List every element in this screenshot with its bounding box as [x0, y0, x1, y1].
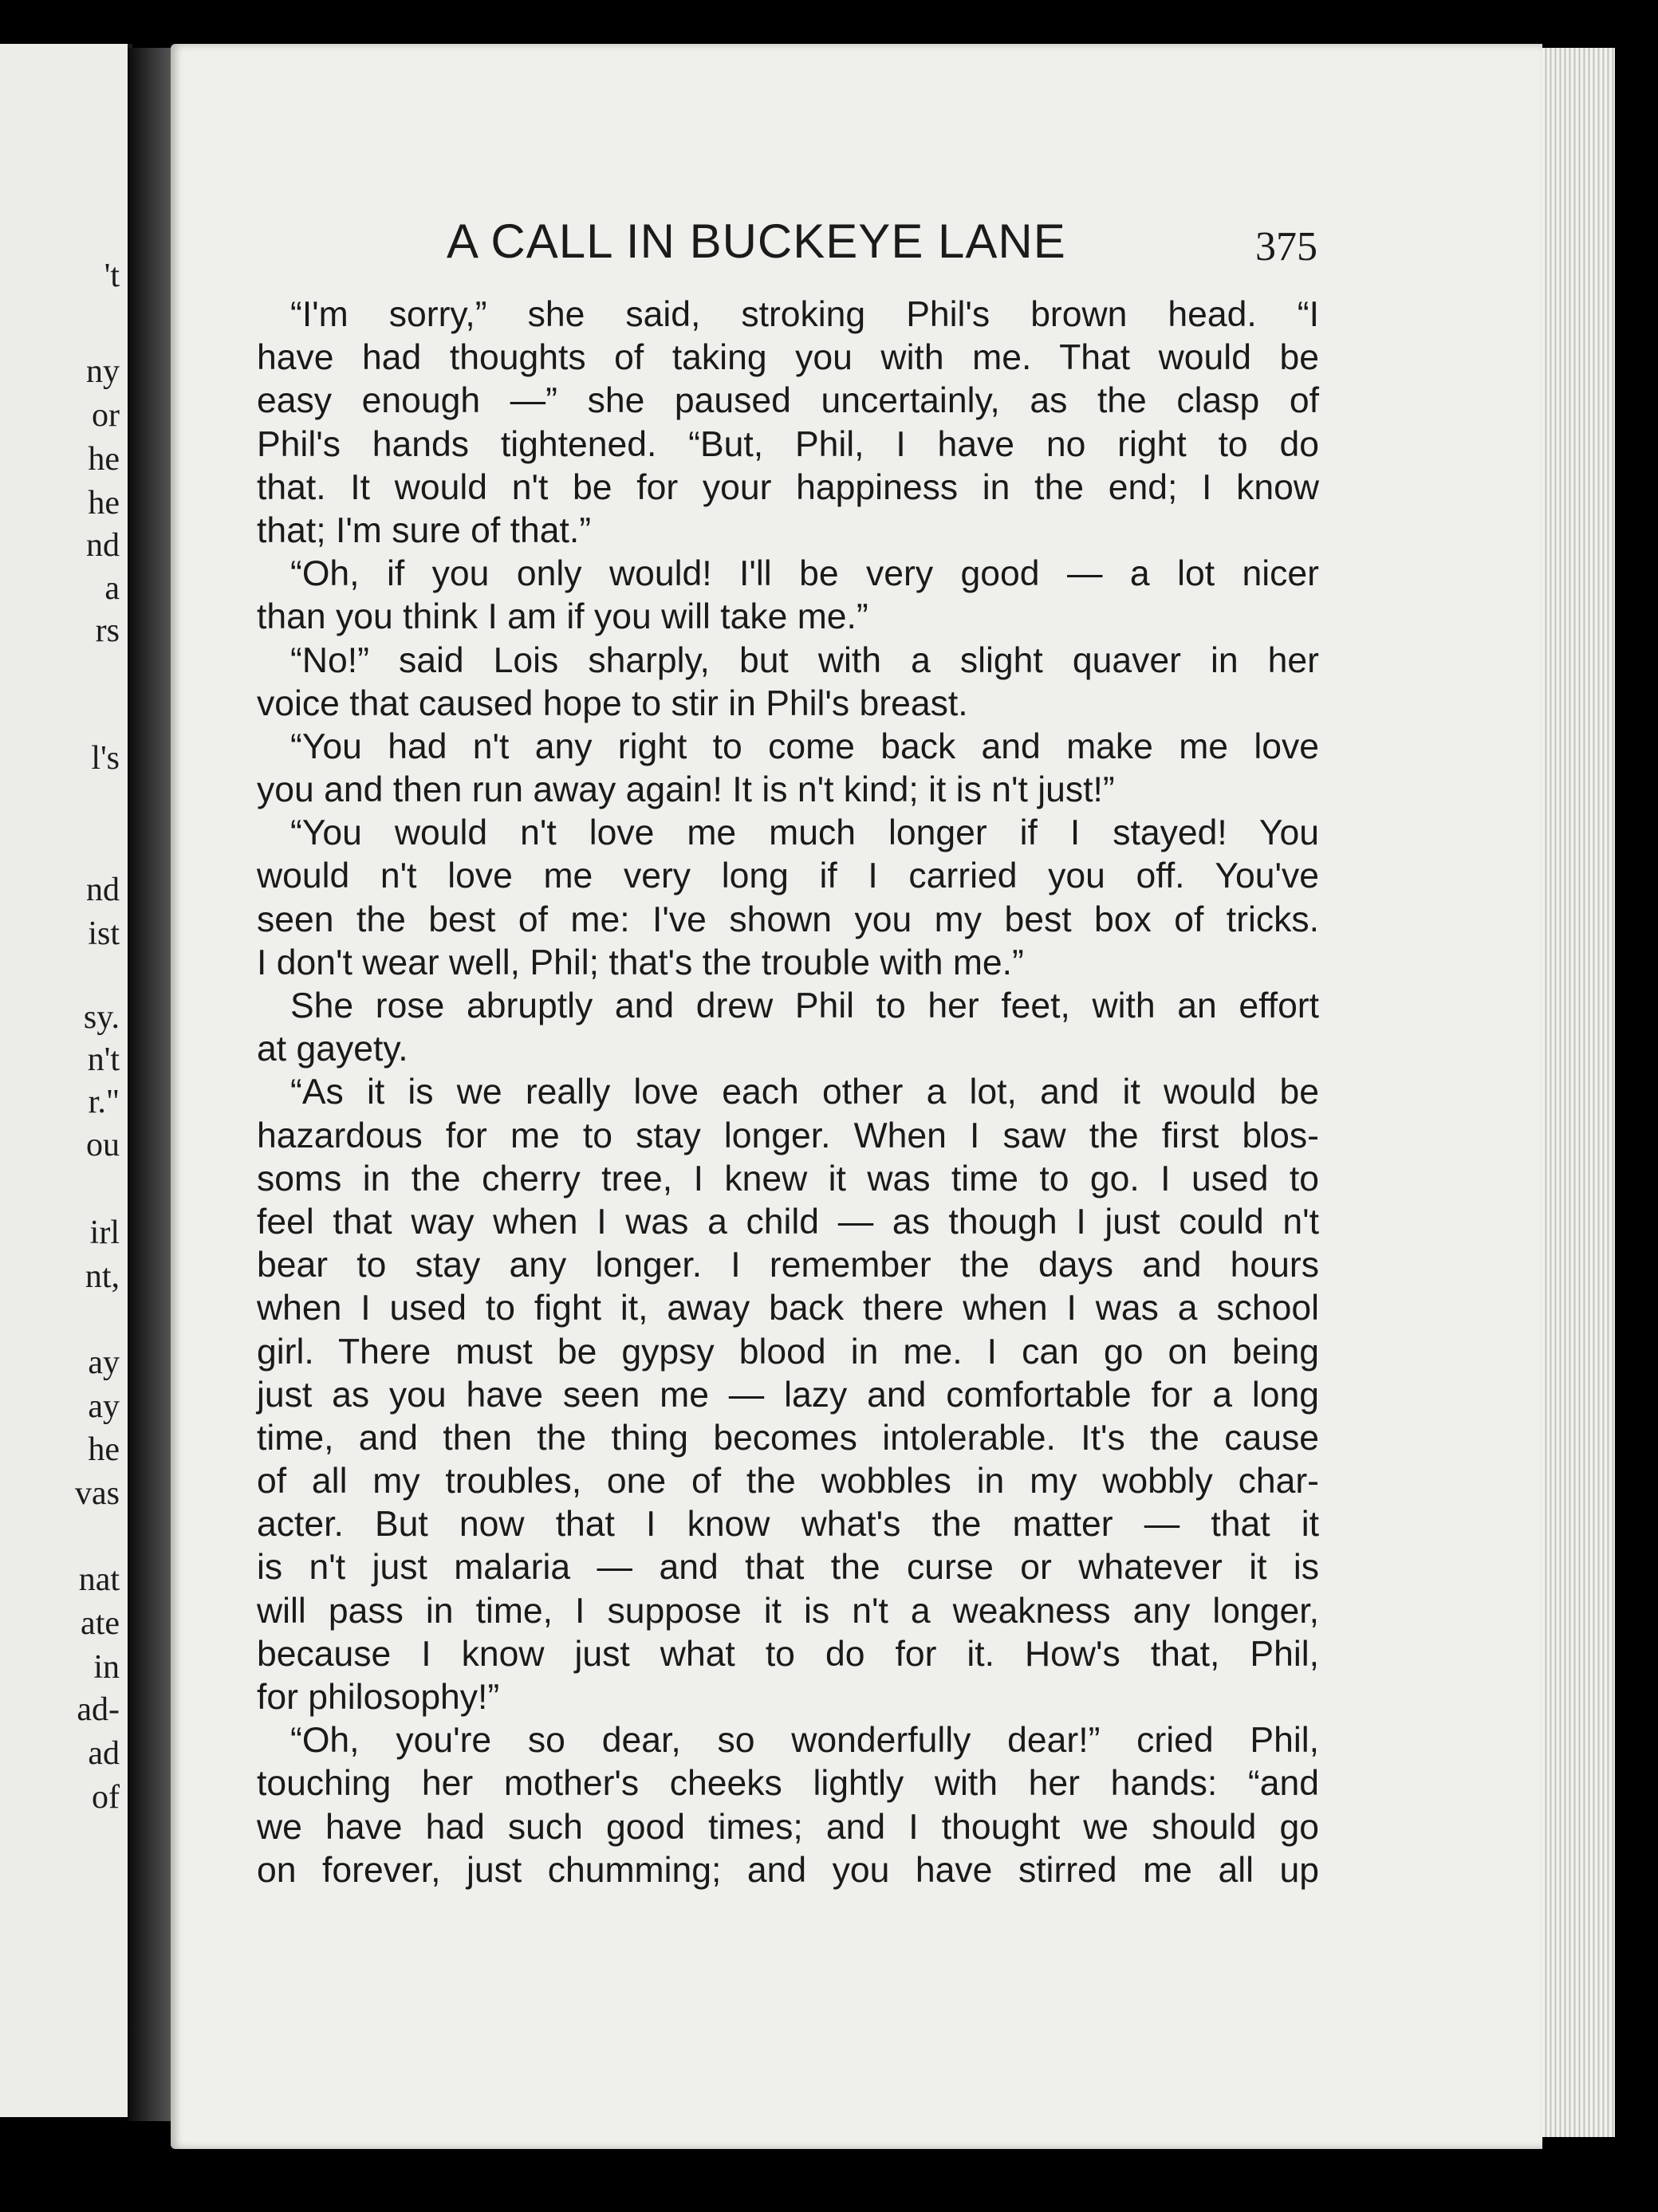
- left-page-fragment: irl: [89, 1214, 120, 1251]
- text-line: we have had such good times; and I thought we should go: [257, 1807, 1319, 1847]
- text-line: soms in the cherry tree, I knew it was time to go. I used to: [257, 1159, 1319, 1198]
- text-line: would n't love me very long if I carried you off. You've: [257, 856, 1319, 896]
- text-line: I don't wear well, Phil; that's the trouble with me.”: [257, 943, 1024, 982]
- left-page-fragment: ny: [86, 353, 120, 390]
- text-line: just as you have seen me — lazy and comfortable for a long: [257, 1375, 1319, 1415]
- left-page-fragment: 't: [104, 258, 120, 294]
- text-line: at gayety.: [257, 1029, 408, 1069]
- text-line: voice that caused hope to stir in Phil's breast.: [257, 683, 968, 723]
- page-number: 375: [1255, 224, 1317, 270]
- text-line: “You had n't any right to come back and make me love: [290, 726, 1319, 766]
- left-page-fragment: ou: [86, 1127, 120, 1163]
- text-line: touching her mother's cheeks lightly with her hands: “and: [257, 1764, 1319, 1804]
- text-line: bear to stay any longer. I remember the days and hours: [257, 1246, 1319, 1285]
- text-line: because I know just what to do for it. How's that, Phil,: [257, 1634, 1319, 1674]
- running-head: [257, 214, 1317, 277]
- text-line: you and then run away again! It is n't kind; it is n't just!”: [257, 770, 1115, 810]
- text-line: time, and then the thing becomes intolerable. It's the cause: [257, 1418, 1319, 1458]
- text-line: than you think I am if you will take me.”: [257, 597, 868, 637]
- text-line: seen the best of me: I've shown you my best box of tricks.: [257, 899, 1319, 939]
- text-line: that. It would n't be for your happiness in the end; I know: [257, 467, 1319, 507]
- left-page-fragment: ad-: [77, 1691, 120, 1728]
- left-page-fragment: nd: [86, 527, 120, 564]
- left-page-fragment: ate: [81, 1605, 120, 1642]
- text-line: that; I'm sure of that.”: [257, 510, 592, 550]
- left-page-fragment: r.": [88, 1084, 120, 1120]
- left-page-fragment: ist: [88, 915, 120, 952]
- text-line: “Oh, if you only would! I'll be very good — a lot nicer: [290, 554, 1319, 594]
- text-line: girl. There must be gypsy blood in me. I can go on being: [257, 1332, 1319, 1372]
- left-page-fragment: nd: [86, 872, 120, 908]
- left-page-fragment: he: [88, 485, 120, 522]
- text-line: acter. But now that I know what's the matter — that it: [257, 1505, 1319, 1545]
- left-page-fragment: in: [93, 1649, 120, 1686]
- chapter-title: A CALL IN BUCKEYE LANE: [447, 215, 1066, 268]
- text-line: feel that way when I was a child — as though I just could n't: [257, 1202, 1319, 1242]
- text-line: when I used to fight it, away back there when I was a school: [257, 1289, 1319, 1328]
- text-line: “Oh, you're so dear, so wonderfully dear!” cried Phil,: [290, 1721, 1319, 1761]
- text-line: “You would n't love me much longer if I stayed! You: [290, 813, 1319, 853]
- body-text: [257, 293, 1319, 1892]
- text-line: on forever, just chumming; and you have stirred me all up: [257, 1850, 1319, 1890]
- text-line: of all my troubles, one of the wobbles in my wobbly char-: [257, 1462, 1319, 1502]
- left-page-fragment: ad: [88, 1735, 120, 1772]
- left-page-fragment: he: [88, 1431, 120, 1468]
- previous-page-edge: [0, 44, 132, 2117]
- left-page-fragment: a: [104, 570, 120, 607]
- text-line: will pass in time, I suppose it is n't a weakness any longer,: [257, 1591, 1319, 1631]
- left-page-fragment: ay: [88, 1388, 120, 1425]
- left-page-fragment: ay: [88, 1344, 120, 1381]
- left-page-fragment: rs: [95, 612, 120, 649]
- text-line: hazardous for me to stay longer. When I saw the first blos-: [257, 1116, 1319, 1155]
- text-line: “No!” said Lois sharply, but with a slight quaver in her: [290, 640, 1319, 680]
- left-page-fragment: or: [92, 397, 120, 434]
- book-gutter: [128, 48, 174, 2121]
- left-page-fragment: n't: [87, 1041, 120, 1078]
- left-page-fragment: of: [92, 1779, 120, 1816]
- left-page-fragment: vas: [75, 1475, 120, 1512]
- text-line: easy enough —” she paused uncertainly, as the clasp of: [257, 381, 1319, 421]
- left-page-fragment: nt,: [85, 1258, 120, 1295]
- text-line: Phil's hands tightened. “But, Phil, I have no right to do: [257, 424, 1319, 464]
- text-line: for philosophy!”: [257, 1678, 500, 1717]
- left-page-fragment: sy.: [83, 999, 120, 1036]
- text-line: She rose abruptly and drew Phil to her feet, with an effort: [290, 986, 1319, 1025]
- left-page-fragment: nat: [78, 1561, 120, 1598]
- text-line: is n't just malaria — and that the curse or whatever it is: [257, 1548, 1319, 1588]
- left-page-fragment: he: [88, 441, 120, 478]
- text-line: “I'm sorry,” she said, stroking Phil's brown head. “I: [290, 295, 1319, 334]
- text-line: “As it is we really love each other a lot, and it would be: [290, 1073, 1319, 1112]
- left-page-fragment: l's: [91, 740, 120, 777]
- text-line: have had thoughts of taking you with me. That would be: [257, 338, 1319, 378]
